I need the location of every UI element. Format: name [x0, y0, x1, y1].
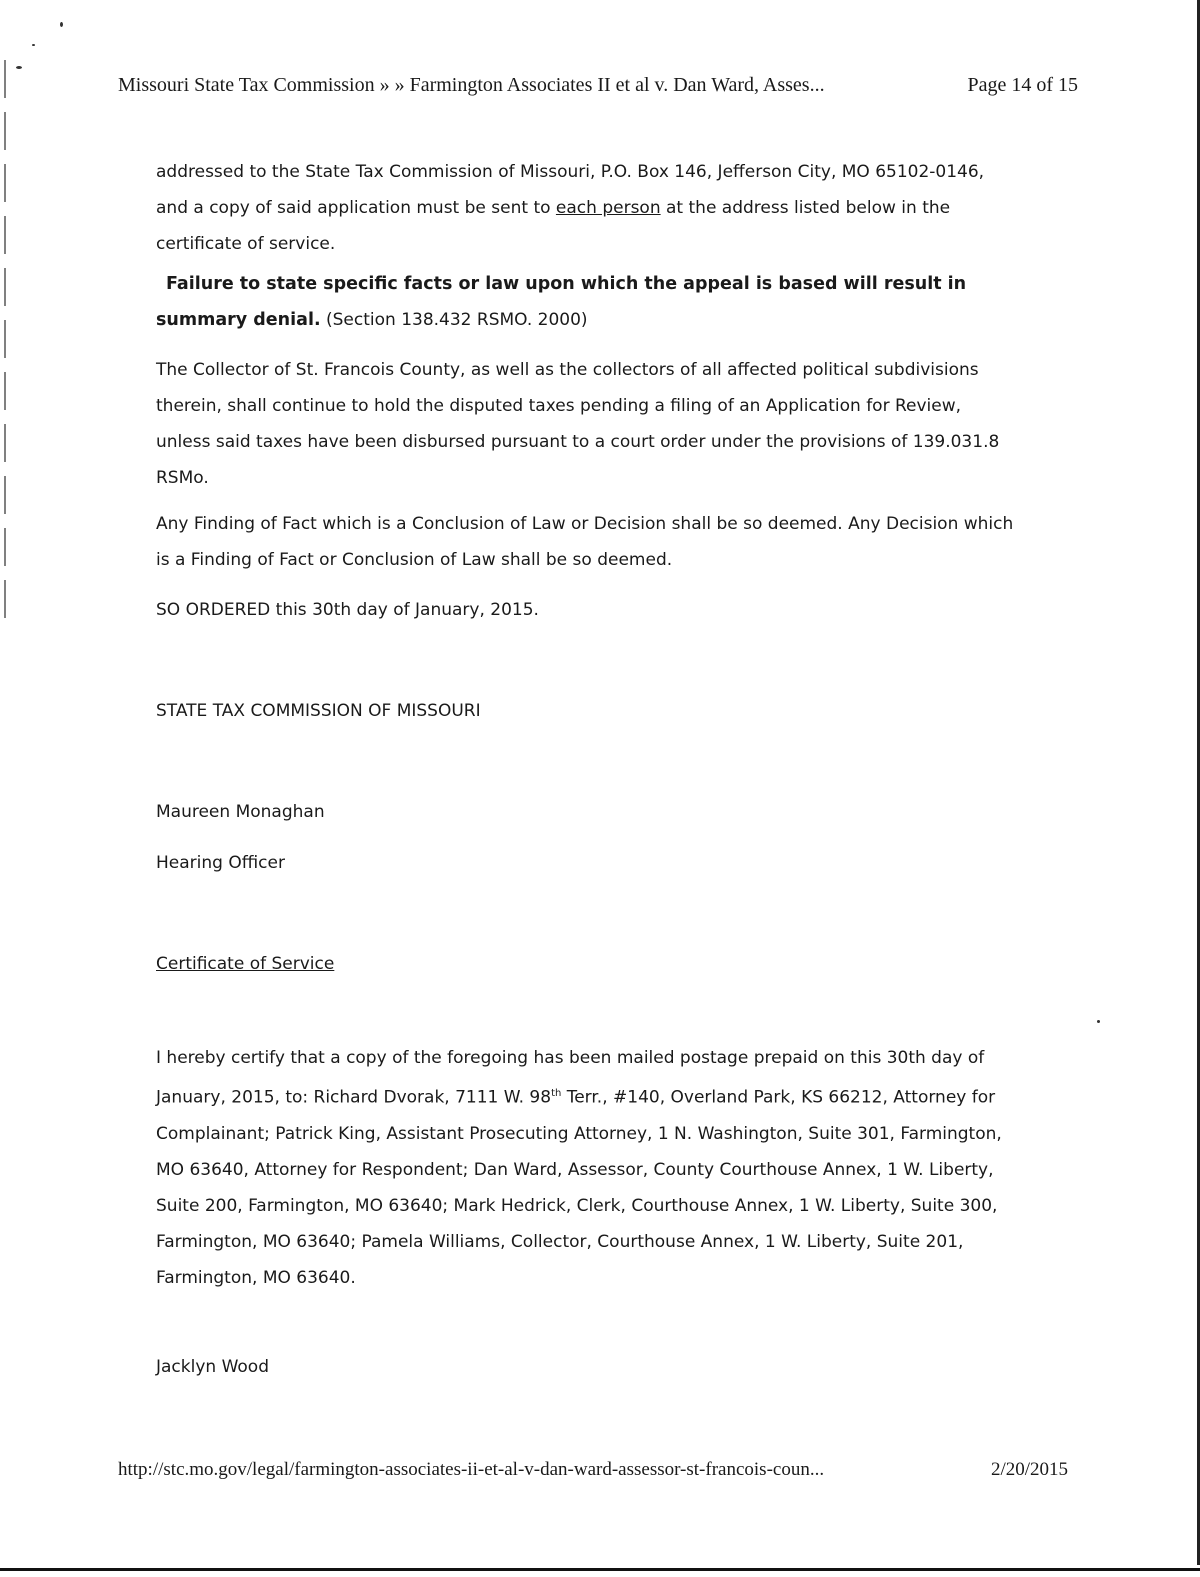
commission-name: STATE TAX COMMISSION OF MISSOURI: [156, 701, 481, 721]
footer-date: 2/20/2015: [990, 1459, 1068, 1480]
scan-speck: [32, 44, 35, 46]
page-header: [118, 74, 1078, 97]
cert-text-a: I hereby certify that a copy of the foregoing has been mailed postage prepaid on this 30th day of January, 2015, to: Richard Dvorak, 7111 W. 98: [156, 1048, 985, 1108]
header-title: Missouri State Tax Commission » » Farmington Associates II et al v. Dan Ward, Asses...: [118, 74, 825, 96]
certificate-paragraph: [156, 1040, 1016, 1296]
page-footer: [118, 1459, 1068, 1481]
cert-text-b: Terr., #140, Overland Park, KS 66212, Attorney for Complainant; Patrick King, Assistant Prosecuting Attorney, 1 N. Washington, Suite 301, Farmington, MO 63640, Attorney for Respondent; Dan Ward, Assessor, County Courthouse Annex, 1 W. Liberty, Suite 200, Farmington, MO 63640; Mark Hedrick, Clerk, Courthouse Annex, 1 W. Liberty, Suite 300, Farmington, MO 63640; Pamela Williams, Collector, Courthouse Annex, 1 W. Liberty, Suite 201, Farmington, MO 63640.: [156, 1087, 1002, 1288]
scan-edge-left: [4, 60, 6, 620]
each-person-underlined: each person: [555, 198, 661, 218]
appeal-address-paragraph: [156, 154, 1016, 262]
officer-title: Hearing Officer: [156, 853, 285, 873]
officer-name: Maureen Monaghan: [156, 802, 325, 822]
scan-speck: [1097, 1020, 1100, 1023]
so-ordered-line: SO ORDERED this 30th day of January, 2015.: [156, 600, 539, 620]
scan-speck: [60, 22, 63, 27]
summary-denial-bold: Failure to state specific facts or law upon which the appeal is based will result in summary denial.: [156, 274, 967, 330]
scan-edge-bottom: [0, 1568, 1200, 1571]
certificate-heading: [156, 946, 1016, 982]
collector-paragraph: The Collector of St. Francois County, as well as the collectors of all affected political subdivisions therein, shall continue to hold the disputed taxes pending a filing of an Application for Review, unless said taxes have been disbursed pursuant to a court order under the provisions of 139.031.8 RSMo.: [156, 360, 1000, 488]
summary-denial-paragraph: [156, 266, 1016, 338]
scan-speck: [16, 66, 22, 69]
certificate-heading-text: Certificate of Service: [156, 954, 335, 974]
para1-text-b: at the address listed below in the certificate of service.: [156, 198, 951, 254]
para1-text-a: addressed to the State Tax Commission of Missouri, P.O. Box 146, Jefferson City, MO 65102-0146, and a copy of said application must be sent to: [156, 162, 985, 218]
signer-name: Jacklyn Wood: [156, 1357, 269, 1377]
findings-paragraph: Any Finding of Fact which is a Conclusion of Law or Decision shall be so deemed. Any Decision which is a Finding of Fact or Conclusion of Law shall be so deemed.: [156, 514, 1014, 570]
page-number: Page 14 of 15: [967, 74, 1078, 96]
section-citation: (Section 138.432 RSMO. 2000): [320, 310, 588, 330]
cert-superscript: th: [551, 1088, 562, 1099]
footer-url: http://stc.mo.gov/legal/farmington-associates-ii-et-al-v-dan-ward-assessor-st-francois-coun...: [118, 1459, 825, 1480]
